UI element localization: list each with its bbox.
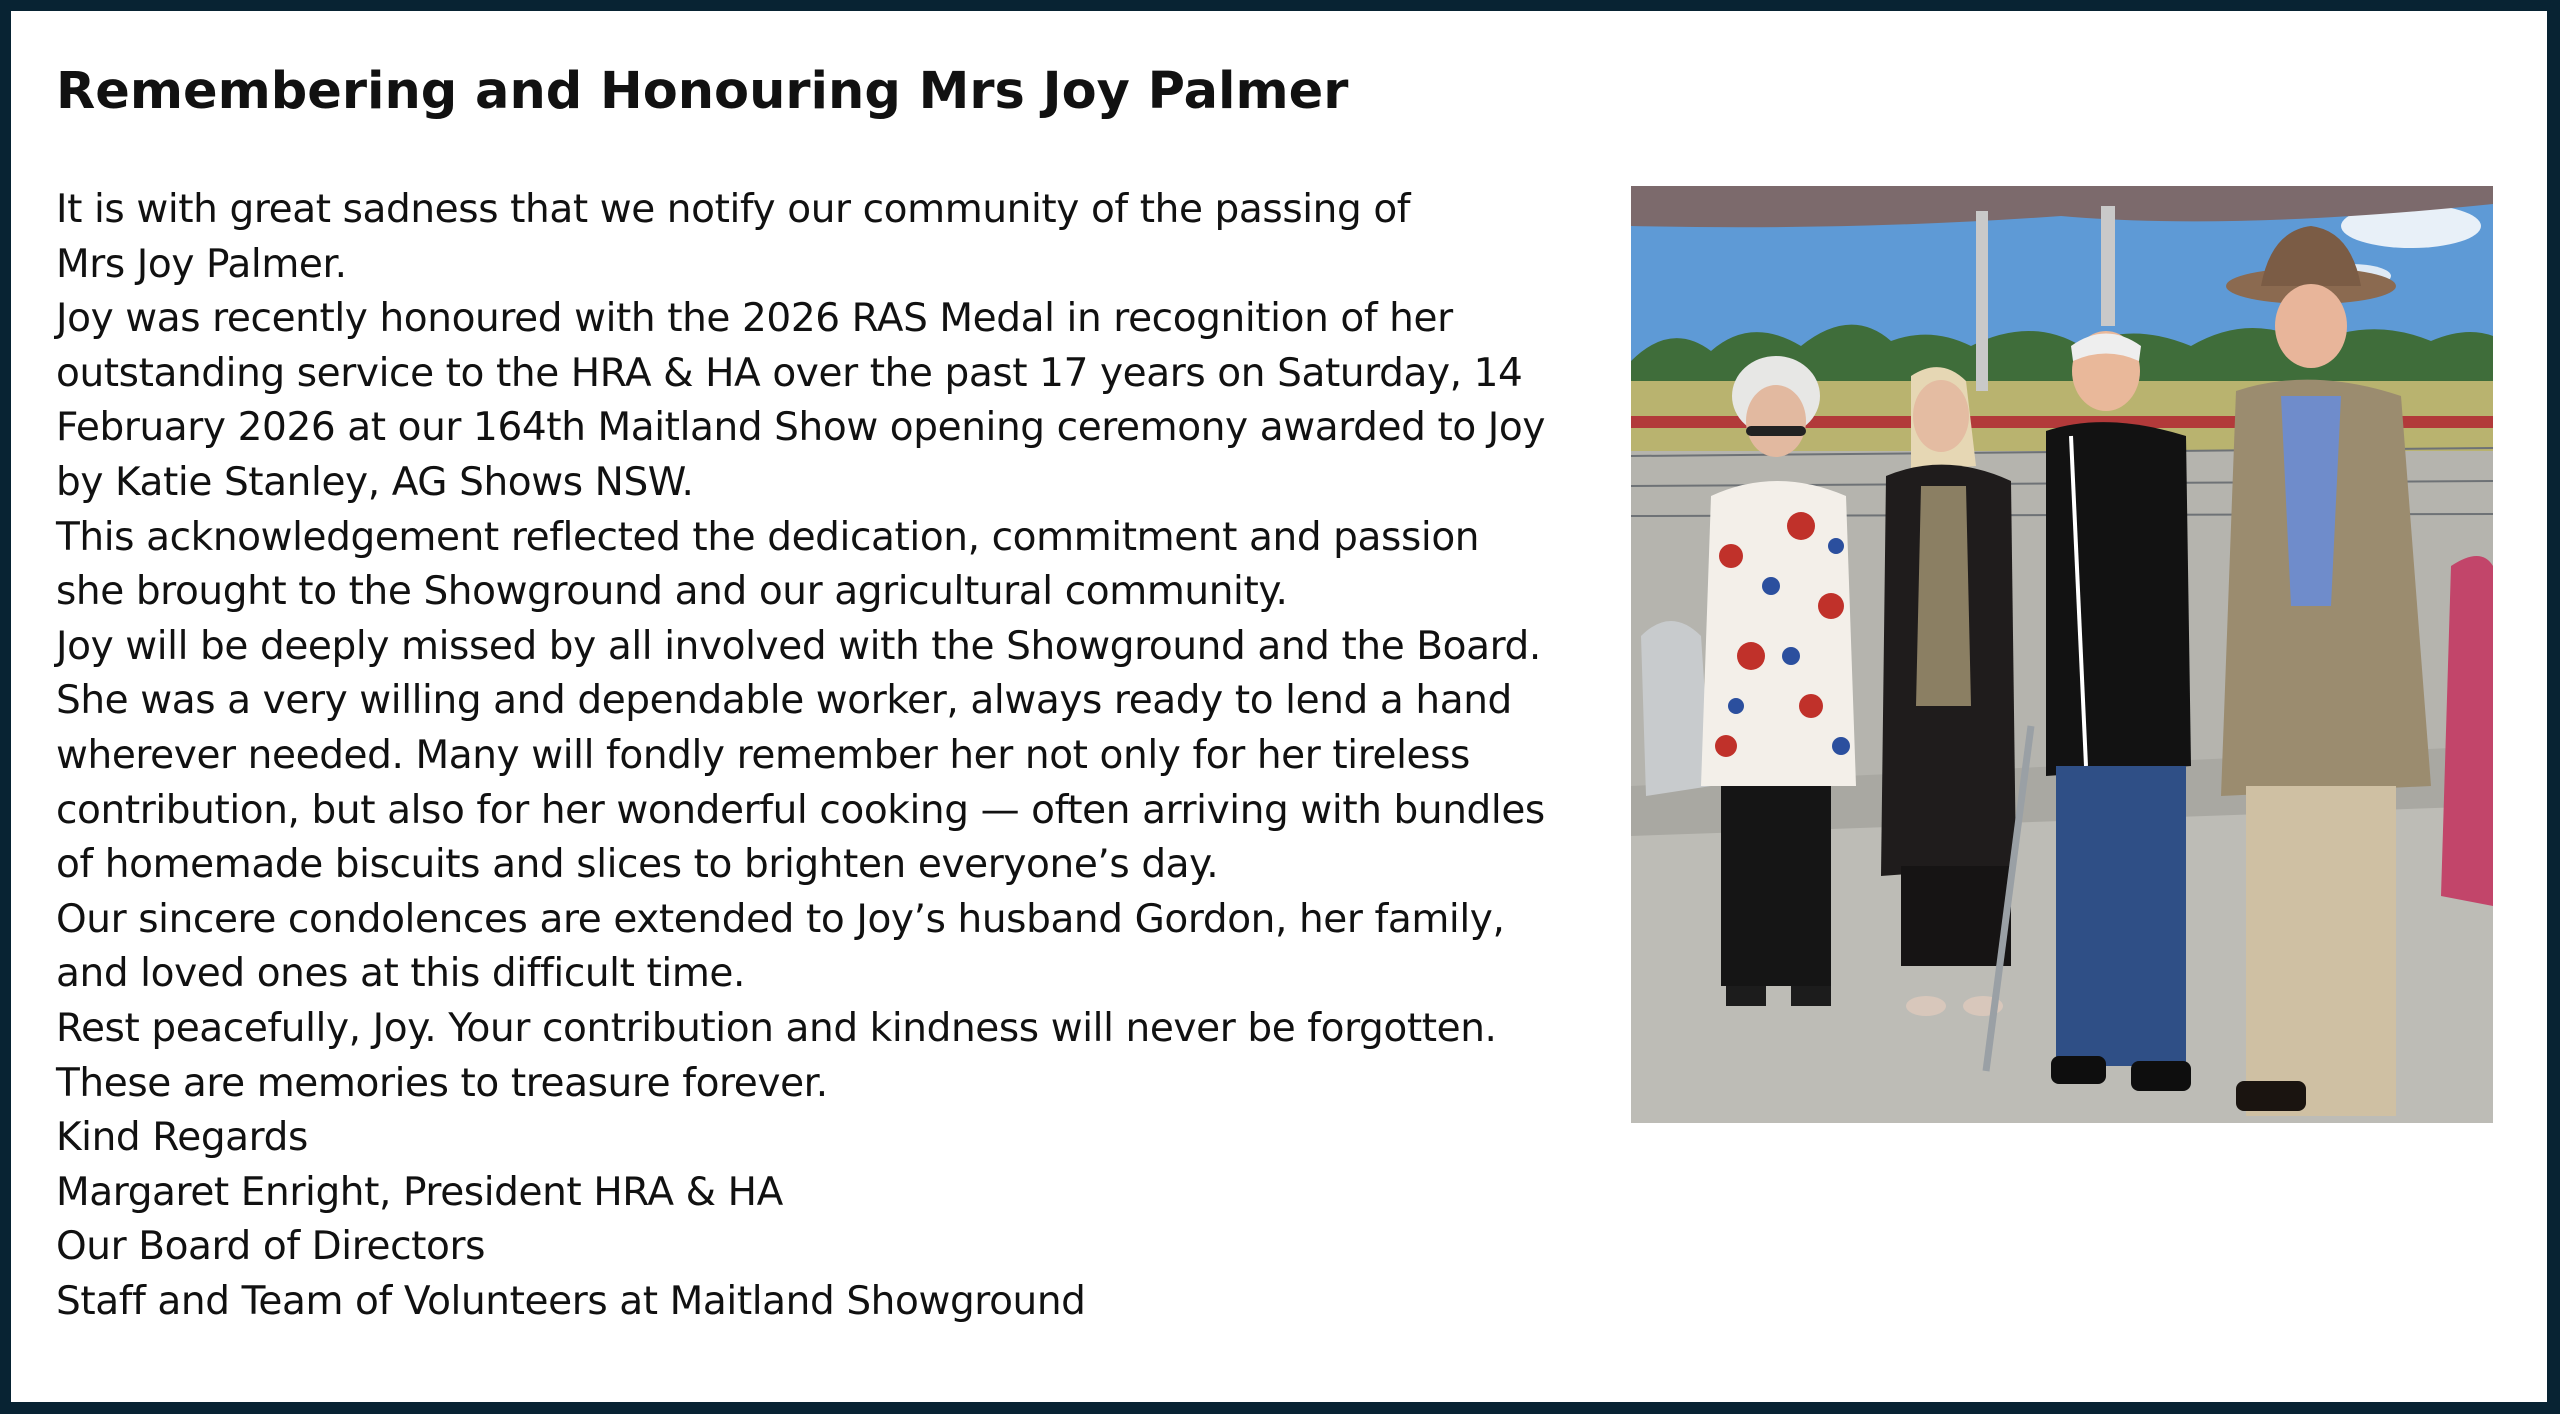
signoff-line: Staff and Team of Volunteers at Maitland Showground — [56, 1278, 1086, 1324]
body-line: These are memories to treasure forever. — [56, 1060, 828, 1106]
person-2 — [1881, 367, 2031, 1071]
signoff-line: Margaret Enright, President HRA & HA — [56, 1169, 783, 1215]
body-line: of homemade biscuits and slices to brighten everyone’s day. — [56, 842, 1219, 888]
body-line: Joy was recently honoured with the 2026 RAS Medal in recognition of her — [56, 296, 1453, 342]
body-line: February 2026 at our 164th Maitland Show opening ceremony awarded to Joy — [56, 405, 1546, 451]
body-line: wherever needed. Many will fondly remember her not only for her tireless — [56, 732, 1470, 778]
body-line: It is with great sadness that we notify our community of the passing of — [56, 187, 1411, 232]
body-line: contribution, but also for her wonderful cooking — often arriving with bundles — [56, 787, 1545, 833]
notice-body — [56, 183, 1596, 1329]
notice-panel — [11, 11, 2547, 1402]
body-line: This acknowledgement reflected the dedication, commitment and passion — [56, 514, 1480, 560]
signoff-line: Our Board of Directors — [56, 1224, 486, 1270]
body-line: Joy will be deeply missed by all involved with the Showground and the Board. — [56, 623, 1541, 669]
body-line: She was a very willing and dependable worker, always ready to lend a hand — [56, 678, 1512, 724]
signoff-line: Kind Regards — [56, 1115, 308, 1161]
group-photo-illustration — [1631, 186, 2493, 1123]
body-line: by Katie Stanley, AG Shows NSW. — [56, 459, 694, 505]
body-line: outstanding service to the HRA & HA over the past 17 years on Saturday, 14 — [56, 350, 1523, 396]
body-line: she brought to the Showground and our agricultural community. — [56, 569, 1288, 615]
body-line: Rest peacefully, Joy. Your contribution and kindness will never be forgotten. — [56, 1005, 1497, 1051]
body-line: Our sincere condolences are extended to Joy’s husband Gordon, her family, — [56, 896, 1505, 942]
person-3 — [2046, 331, 2191, 1091]
group-photo — [1631, 186, 2493, 1123]
notice-title: Remembering and Honouring Mrs Joy Palmer — [56, 62, 1349, 121]
body-line: and loved ones at this difficult time. — [56, 951, 746, 997]
body-line: Mrs Joy Palmer. — [56, 241, 347, 287]
